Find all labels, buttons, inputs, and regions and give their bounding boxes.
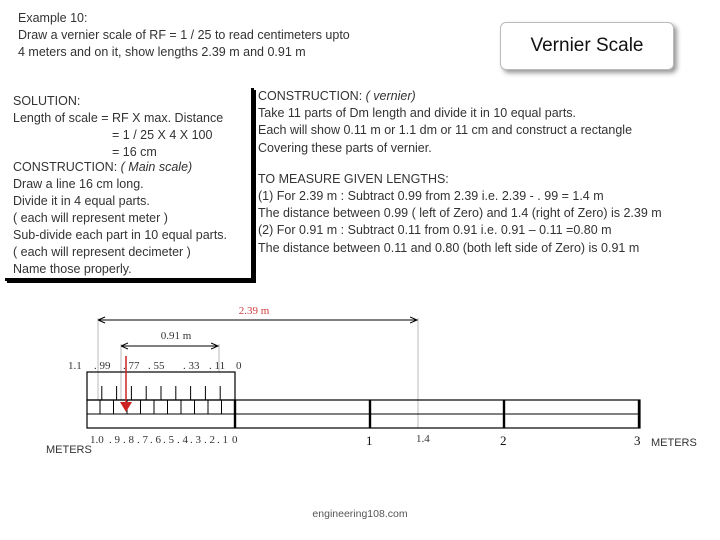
example-line-2: 4 meters and on it, show lengths 2.39 m and 0.91 m (18, 45, 306, 59)
main-scale-divisions (100, 400, 222, 414)
vernier-label: . 33 (183, 360, 200, 372)
page-title: Vernier Scale (530, 35, 644, 56)
main-label: 1.4 (416, 433, 430, 445)
solution-line: = 16 cm (112, 145, 157, 159)
main-label: 1 (366, 433, 373, 448)
main-label: 3 (634, 433, 641, 448)
dim-239-label: 2.39 m (238, 305, 270, 317)
solution-line: Divide it in 4 equal parts. (13, 194, 150, 208)
main-sub-label: . 2 (204, 434, 215, 446)
main-sub-label: . 6 (150, 434, 161, 446)
right-unit-label: METERS (651, 437, 697, 449)
vernier-label: 1.1 (68, 360, 82, 372)
footer-source: engineering108.com (312, 508, 408, 520)
measure-line: (1) For 2.39 m : Subtract 0.99 from 2.39 i.e. 2.39 - . 99 = 1.4 m (258, 189, 604, 204)
reading-arrow-head (120, 402, 132, 412)
main-sub-label: 1.0 (90, 434, 104, 446)
solution-heading: SOLUTION: (13, 94, 81, 108)
solution-line: Sub-divide each part in 10 equal parts. (13, 228, 228, 242)
main-sub-label: . 3 (190, 434, 201, 446)
main-sub-label: . 7 (137, 434, 148, 446)
solution-line: Name those properly. (13, 262, 132, 276)
construction-heading-note: ( vernier) (365, 89, 416, 103)
measure-line: The distance between 0.11 and 0.80 (both left side of Zero) is 0.91 m (258, 240, 640, 255)
solution-line: Length of scale = RF X max. Distance (13, 111, 224, 125)
main-sub-label: . 9 (109, 434, 120, 446)
vernier-label: . 55 (148, 360, 165, 372)
solution-construction-label: CONSTRUCTION: (13, 160, 121, 174)
main-sub-label: . 8 (123, 434, 134, 446)
vernier-label: . 77 (123, 360, 140, 372)
vernier-divisions (102, 386, 220, 400)
construction-line: Each will show 0.11 m or 1.1 dm or 11 cm and construct a rectangle (258, 123, 633, 138)
solution-line: = 1 / 25 X 4 X 100 (112, 128, 213, 142)
construction-heading-label: CONSTRUCTION: (258, 89, 366, 103)
example-heading: Example 10: (18, 11, 88, 25)
left-unit-label: METERS (46, 444, 92, 456)
measure-heading: TO MEASURE GIVEN LENGTHS: (258, 171, 449, 186)
main-sub-label: . 1 (217, 434, 228, 446)
vernier-label: . 11 (209, 360, 226, 372)
main-sub-label: . 4 (177, 434, 188, 446)
solution-construction-note: ( Main scale) (120, 160, 193, 174)
vernier-label: . 99 (94, 360, 111, 372)
example-line-1: Draw a vernier scale of RF = 1 / 25 to read centimeters upto (18, 28, 350, 42)
construction-line: Take 11 parts of Dm length and divide it in 10 equal parts. (258, 106, 577, 121)
construction-line: Covering these parts of vernier. (258, 140, 432, 155)
measure-line: The distance between 0.99 ( left of Zero) and 1.4 (right of Zero) is 2.39 m (258, 206, 662, 221)
solution-line: ( each will represent meter ) (13, 211, 168, 225)
vernier-label: 0 (236, 360, 242, 372)
solution-line: ( each will represent decimeter ) (13, 245, 191, 259)
vernier-scale (87, 372, 235, 400)
measure-line: (2) For 0.91 m : Subtract 0.11 from 0.91 i.e. 0.91 – 0.11 =0.80 m (258, 223, 612, 238)
main-label: 2 (500, 433, 507, 448)
dim-091-label: 0.91 m (160, 330, 192, 342)
solution-line: Draw a line 16 cm long. (13, 177, 144, 191)
main-sub-label: . 5 (163, 434, 174, 446)
main-scale (87, 400, 640, 428)
main-sub-label: 0 (232, 434, 238, 446)
